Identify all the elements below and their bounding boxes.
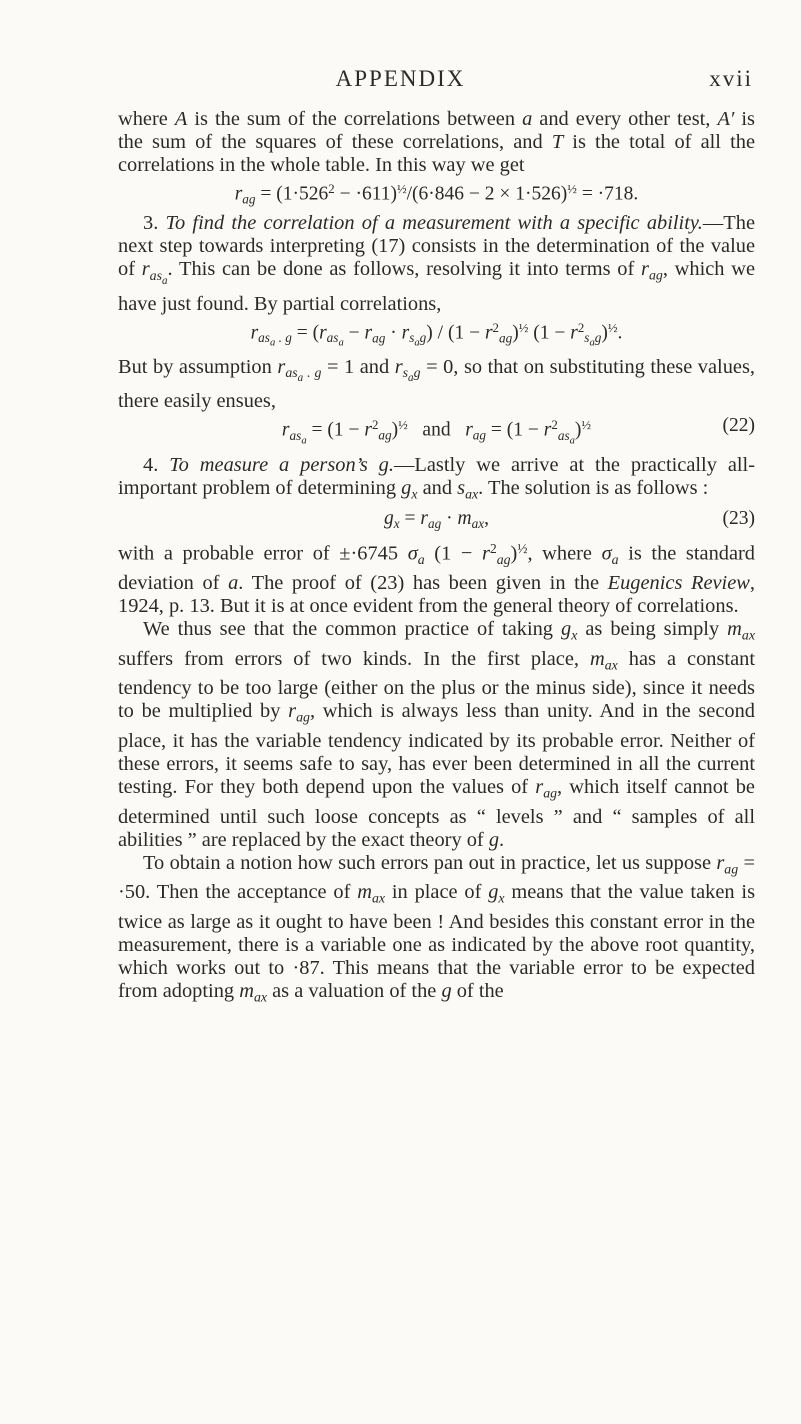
equation-23: $g_x = r_{ag} \cdot m_{ax}$, (23): [384, 508, 755, 532]
paragraph: with a probable error of ±·6745 $\sigma_a$ $(1 - r^2_{ag})^{\frac{1}{2}}$, where $\sigma_a$ is the standard deviation of a. The proof of (23) has been given in the Eugenics Review, 1924, p. 13. But it is at once evident from the general theory of correlations.: [118, 540, 756, 618]
paragraph: We thus see that the common practice of taking $g_x$ as being simply $m_{ax}$ suffers from errors of two kinds. In the first place, $m_{ax}$ has a constant tendency to be too large (either on the plus or the minus side), since it needs to be multiplied by $r_{ag}$, which is always less than unity. And in the second place, it has the variable tendency indicated by its probable error. Neither of these errors, it seems safe to say, has ever been determined in all the current testing. For they both depend upon the values of $r_{ag}$, which itself cannot be determined until such loose concepts as “ levels ” and “ samples of all abilities ” are replaced by the exact theory of g.: [118, 618, 755, 851]
equation-number: (22): [722, 415, 755, 437]
running-head: [0, 66, 801, 96]
paragraph: 4. To measure a person’s g.—Lastly we arrive at the practically all-important problem of determining $g_x$ and $s_{ax}$. The solution is as follows :: [118, 453, 756, 503]
paragraph: To obtain a notion how such errors pan out in practice, let us suppose $r_{ag} = \cdot 50$. Then the acceptance of $m_{ax}$ in place of $g_x$ means that the value taken is twice as large as it ought to have been ! And besides this constant error in the measurement, there is a variable one as indicated by the above root quantity, which works out to ·87. This means that the variable error to be expected from adopting $m_{ax}$ as a valuation of the g of the: [118, 851, 756, 1006]
equation-number: (23): [722, 508, 755, 530]
running-head-title: APPENDIX: [335, 66, 466, 91]
paragraph: But by assumption $r_{as_a . g} = 1$ and $r_{s_ag} = 0$, so that on substituting these values, there easily ensues,: [118, 356, 755, 413]
equation-r-ag-value: $r_{ag} = (1\cdot 526^2 - \cdot 611)^{\frac{1}{2}}/(6\cdot 846 - 2 \times 1\cdot 526)^{\frac{1}{2}} = \cdot 718$.: [234, 182, 639, 207]
page-number: xvii: [709, 66, 753, 91]
paragraph: 3. To find the correlation of a measurement with a specific ability.—The next step towards interpreting (17) consists in the determination of the value of $r_{as_a}$. This can be done as follows, resolving it into terms of $r_{ag}$, which we have just found. By partial correlations,: [118, 212, 756, 315]
paragraph: where A is the sum of the correlations between a and every other test, A′ is the sum of the squares of these correlations, and T is the total of all the correlations in the whole table. In this way we get: [118, 108, 755, 177]
equation-partial-correlation: $r_{as_a . g} = (r_{as_a} - r_{ag} \cdot r_{s_ag}) / (1 - r^2_{ag})^{\frac{1}{2}}$ $(1 - r^2_{s_ag})^{\frac{1}{2}}$.: [250, 320, 623, 349]
equation-22: $r_{as_a} = (1 - r^2_{ag})^{\frac{1}{2}}$ and $r_{ag} = (1 - r^2_{as_a})^{\frac{1}{2}}$ (22): [281, 415, 755, 447]
body-text: [118, 108, 755, 1010]
